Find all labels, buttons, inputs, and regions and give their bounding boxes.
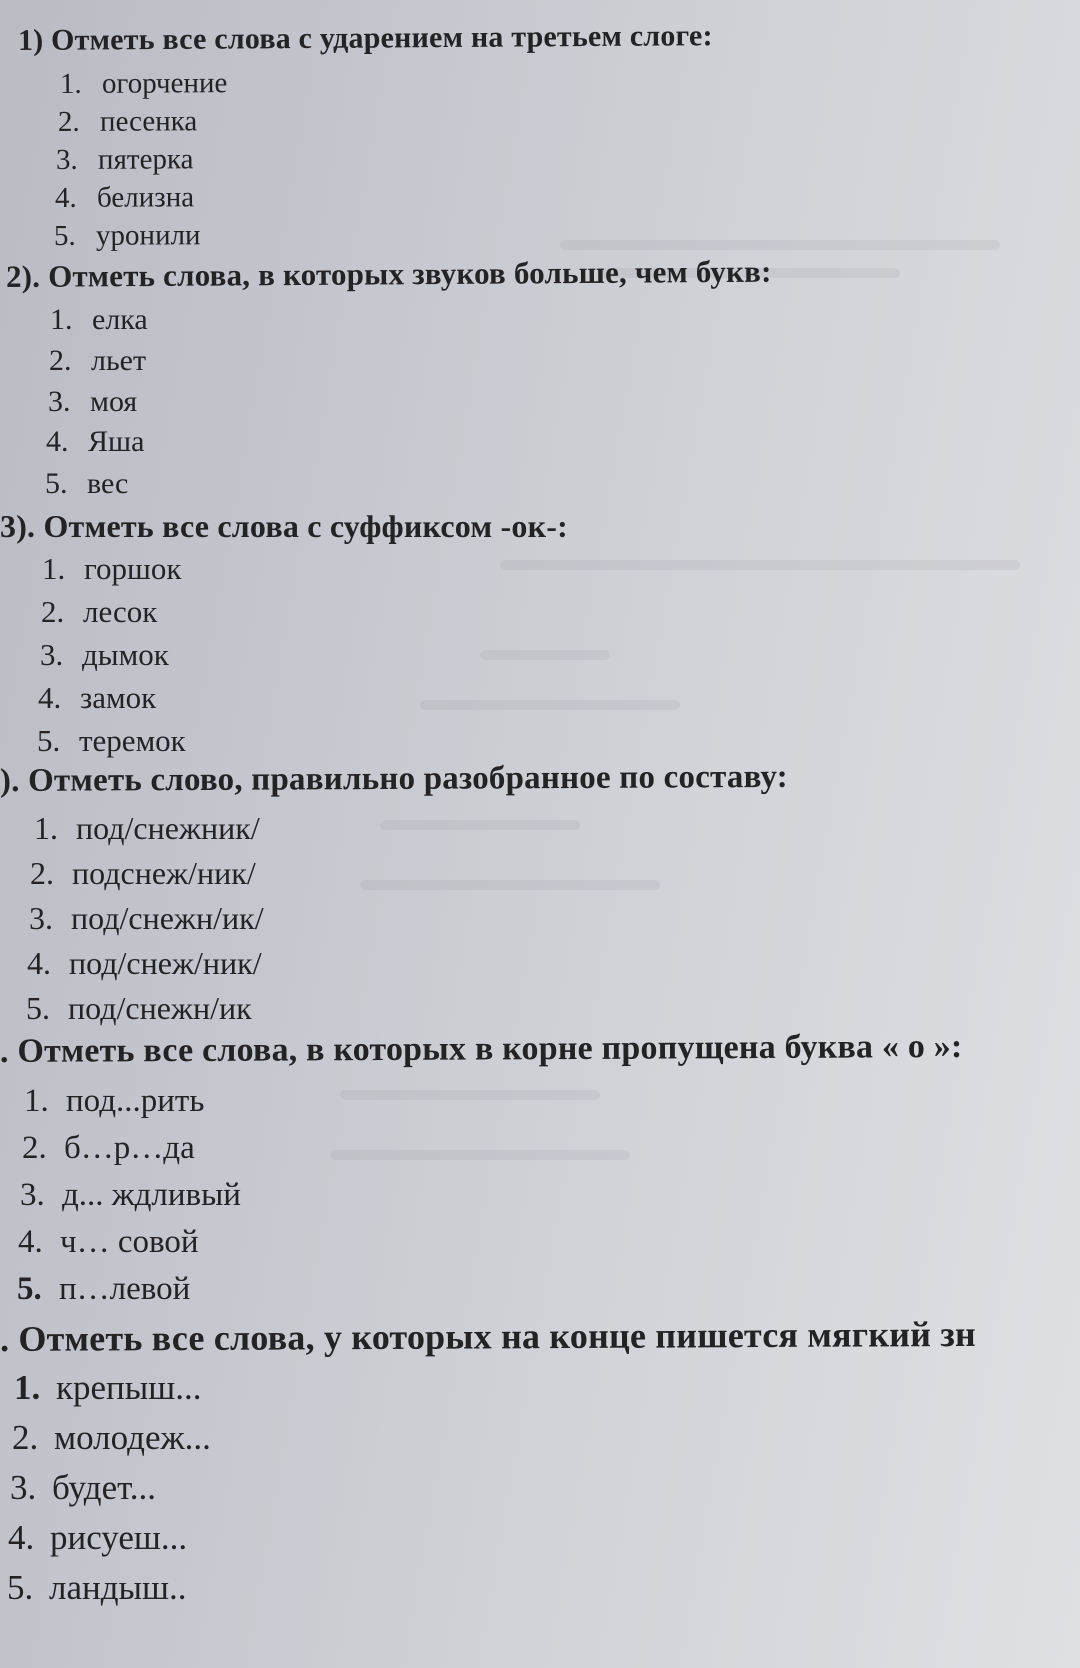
show-through-line bbox=[330, 1150, 630, 1160]
question-title: 1) Отметь все слова с ударением на третьем слоге: bbox=[17, 19, 713, 57]
show-through-line bbox=[560, 240, 1000, 250]
answer-option[interactable]: 5. ландыш.. bbox=[7, 1568, 187, 1607]
question-title: 2). Отметь слова, в которых звуков больше, чем букв: bbox=[5, 253, 772, 294]
answer-option[interactable]: 3. моя bbox=[48, 385, 138, 418]
answer-option[interactable]: 4. рисуеш... bbox=[8, 1518, 188, 1557]
answer-option[interactable]: 2. песенка bbox=[57, 105, 198, 138]
show-through-line bbox=[420, 700, 680, 710]
show-through-line bbox=[380, 820, 580, 830]
show-through-line bbox=[480, 650, 610, 660]
show-through-line bbox=[500, 560, 1020, 570]
answer-option[interactable]: 5. уронили bbox=[53, 219, 201, 252]
show-through-line bbox=[340, 1090, 600, 1100]
answer-option[interactable]: 4. Яша bbox=[46, 425, 145, 458]
answer-option[interactable]: 1. под/снежник/ bbox=[34, 810, 260, 846]
answer-option[interactable]: 4. замок bbox=[38, 680, 157, 715]
answer-option[interactable]: 5. п…левой bbox=[17, 1271, 191, 1307]
answer-option[interactable]: 1. огорчение bbox=[59, 67, 228, 100]
answer-option[interactable]: 4. ч… совой bbox=[18, 1224, 199, 1260]
answer-option[interactable]: 2. молодеж... bbox=[12, 1418, 211, 1457]
question-title: . Отметь все слова, в которых в корне пропущена буква « о »: bbox=[0, 1027, 963, 1070]
answer-option[interactable]: 1. горшок bbox=[42, 551, 182, 586]
answer-option[interactable]: 3. будет... bbox=[10, 1468, 157, 1507]
answer-option[interactable]: 3. под/снежн/ик/ bbox=[29, 900, 264, 936]
answer-option[interactable]: 2. подснеж/ник/ bbox=[30, 855, 256, 891]
answer-option[interactable]: 1. елка bbox=[50, 303, 148, 336]
answer-option[interactable]: 3. дымок bbox=[40, 637, 169, 672]
answer-option[interactable]: 3. д... ждливый bbox=[20, 1177, 241, 1213]
answer-option[interactable]: 5. теремок bbox=[37, 723, 186, 758]
answer-option[interactable]: 2. б…р…да bbox=[22, 1130, 195, 1166]
answer-option[interactable]: 5. вес bbox=[45, 467, 129, 500]
answer-option[interactable]: 4. под/снеж/ник/ bbox=[27, 945, 262, 981]
question-title: . Отметь все слова, у которых на конце пишется мягкий зн bbox=[0, 1313, 977, 1359]
question-title: 3). Отметь все слова с суффиксом -ок-: bbox=[0, 508, 568, 544]
answer-option[interactable]: 5. под/снежн/ик bbox=[26, 990, 252, 1026]
answer-option[interactable]: 4. белизна bbox=[54, 181, 195, 214]
answer-option[interactable]: 1. крепыш... bbox=[14, 1368, 202, 1407]
answer-option[interactable]: 2. лесок bbox=[41, 594, 158, 629]
answer-option[interactable]: 2. льет bbox=[49, 344, 147, 377]
answer-option[interactable]: 3. пятерка bbox=[55, 143, 194, 176]
question-title: ). Отметь слово, правильно разобранное по составу: bbox=[0, 758, 788, 799]
show-through-line bbox=[360, 880, 660, 890]
answer-option[interactable]: 1. под...рить bbox=[24, 1083, 205, 1119]
